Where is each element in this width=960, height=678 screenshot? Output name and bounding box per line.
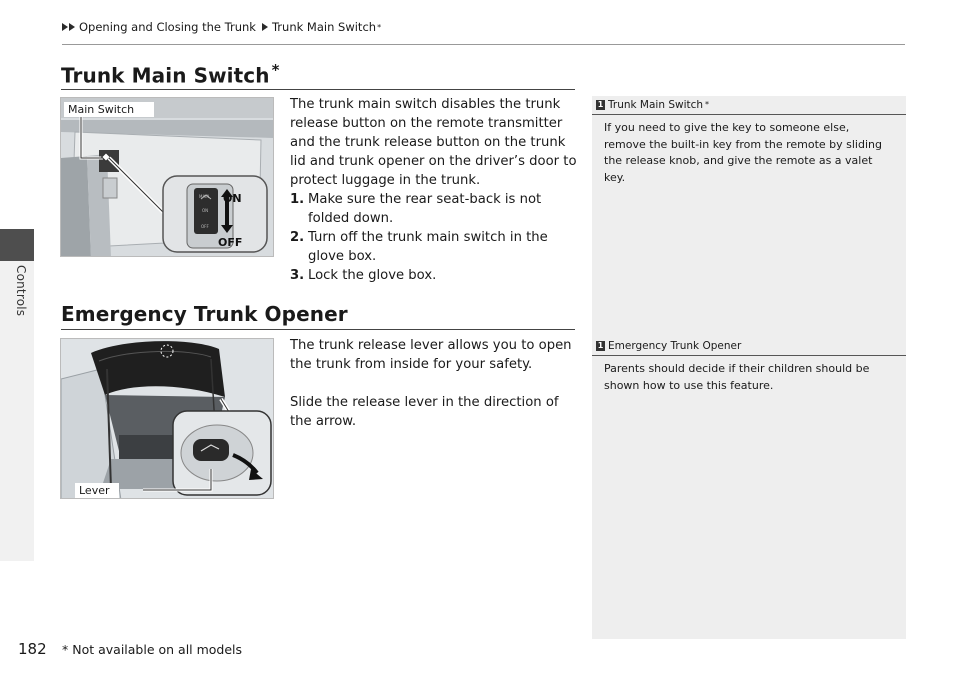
- step-number: 3.: [290, 268, 305, 283]
- note-title: Trunk Main Switch: [608, 98, 704, 111]
- note-emergency-trunk-opener: [592, 338, 906, 394]
- breadcrumb-item-trunk-main-switch[interactable]: Trunk Main Switch: [271, 20, 377, 34]
- breadcrumb-arrow-icon: [262, 23, 268, 31]
- section1-steps: [290, 190, 580, 285]
- note-header: [592, 97, 906, 112]
- note-trunk-main-switch: [592, 97, 906, 186]
- step-number: 2.: [290, 230, 305, 245]
- note-footnote-mark: *: [705, 100, 710, 109]
- step-number: 1.: [290, 192, 305, 207]
- section-rule: [61, 89, 575, 90]
- step-text: Make sure the rear seat-back is not folded down.: [308, 192, 542, 226]
- switch-off-label: OFF: [201, 224, 209, 229]
- page-number: 182: [18, 640, 47, 658]
- step-text: Turn off the trunk main switch in the glove box.: [308, 230, 548, 264]
- section1-body: [290, 95, 580, 285]
- section2-para1: The trunk release lever allows you to open the trunk from inside for your safety.: [290, 338, 572, 372]
- section-title-footnote-mark: *: [271, 61, 280, 79]
- section-title-trunk-main-switch: [61, 61, 280, 88]
- note-header: [592, 338, 906, 353]
- trunk-main-switch-figure: [60, 97, 274, 257]
- lever-callout: Lever: [79, 484, 110, 497]
- step-text: Lock the glove box.: [308, 268, 437, 283]
- breadcrumb-item-opening-closing-trunk[interactable]: Opening and Closing the Trunk: [79, 20, 256, 34]
- header-rule: [62, 44, 905, 45]
- section1-intro: The trunk main switch disables the trunk release button on the remote transmitter and the trunk release button on the trunk lid and trunk opener on the driver’s door to protect luggage in the trunk.: [290, 97, 577, 188]
- main-switch-callout: Main Switch: [68, 103, 135, 116]
- chapter-label: Controls: [14, 265, 28, 317]
- off-label: OFF: [218, 236, 243, 249]
- step-item: [290, 228, 580, 266]
- section2-body: [290, 336, 580, 431]
- switch-main-label: MAIN: [199, 194, 210, 199]
- section-title-emergency-trunk-opener: Emergency Trunk Opener: [61, 302, 348, 326]
- emergency-trunk-opener-figure: [60, 338, 274, 499]
- on-label: ON: [223, 192, 242, 205]
- breadcrumb: [62, 20, 381, 34]
- note-marker-icon: 1: [597, 99, 604, 109]
- note-body: If you need to give the key to someone else, remove the built-in key from the remote by sliding the release knob, and give the remote as a valet key.: [604, 121, 882, 184]
- chapter-tab: [0, 229, 34, 261]
- breadcrumb-arrow-icon: [62, 23, 68, 31]
- step-item: [290, 190, 580, 228]
- note-marker-icon: 1: [597, 340, 604, 350]
- breadcrumb-footnote-mark: *: [377, 22, 382, 32]
- switch-on-label: ON: [202, 208, 209, 213]
- step-item: [290, 266, 580, 285]
- note-body: Parents should decide if their children should be shown how to use this feature.: [604, 362, 870, 392]
- section2-para2: Slide the release lever in the direction of the arrow.: [290, 395, 559, 429]
- breadcrumb-arrow-icon: [69, 23, 75, 31]
- section-title-text: Trunk Main Switch: [61, 63, 270, 88]
- note-title: Emergency Trunk Opener: [608, 339, 742, 352]
- section-rule: [61, 329, 575, 330]
- footnote: * Not available on all models: [62, 642, 243, 657]
